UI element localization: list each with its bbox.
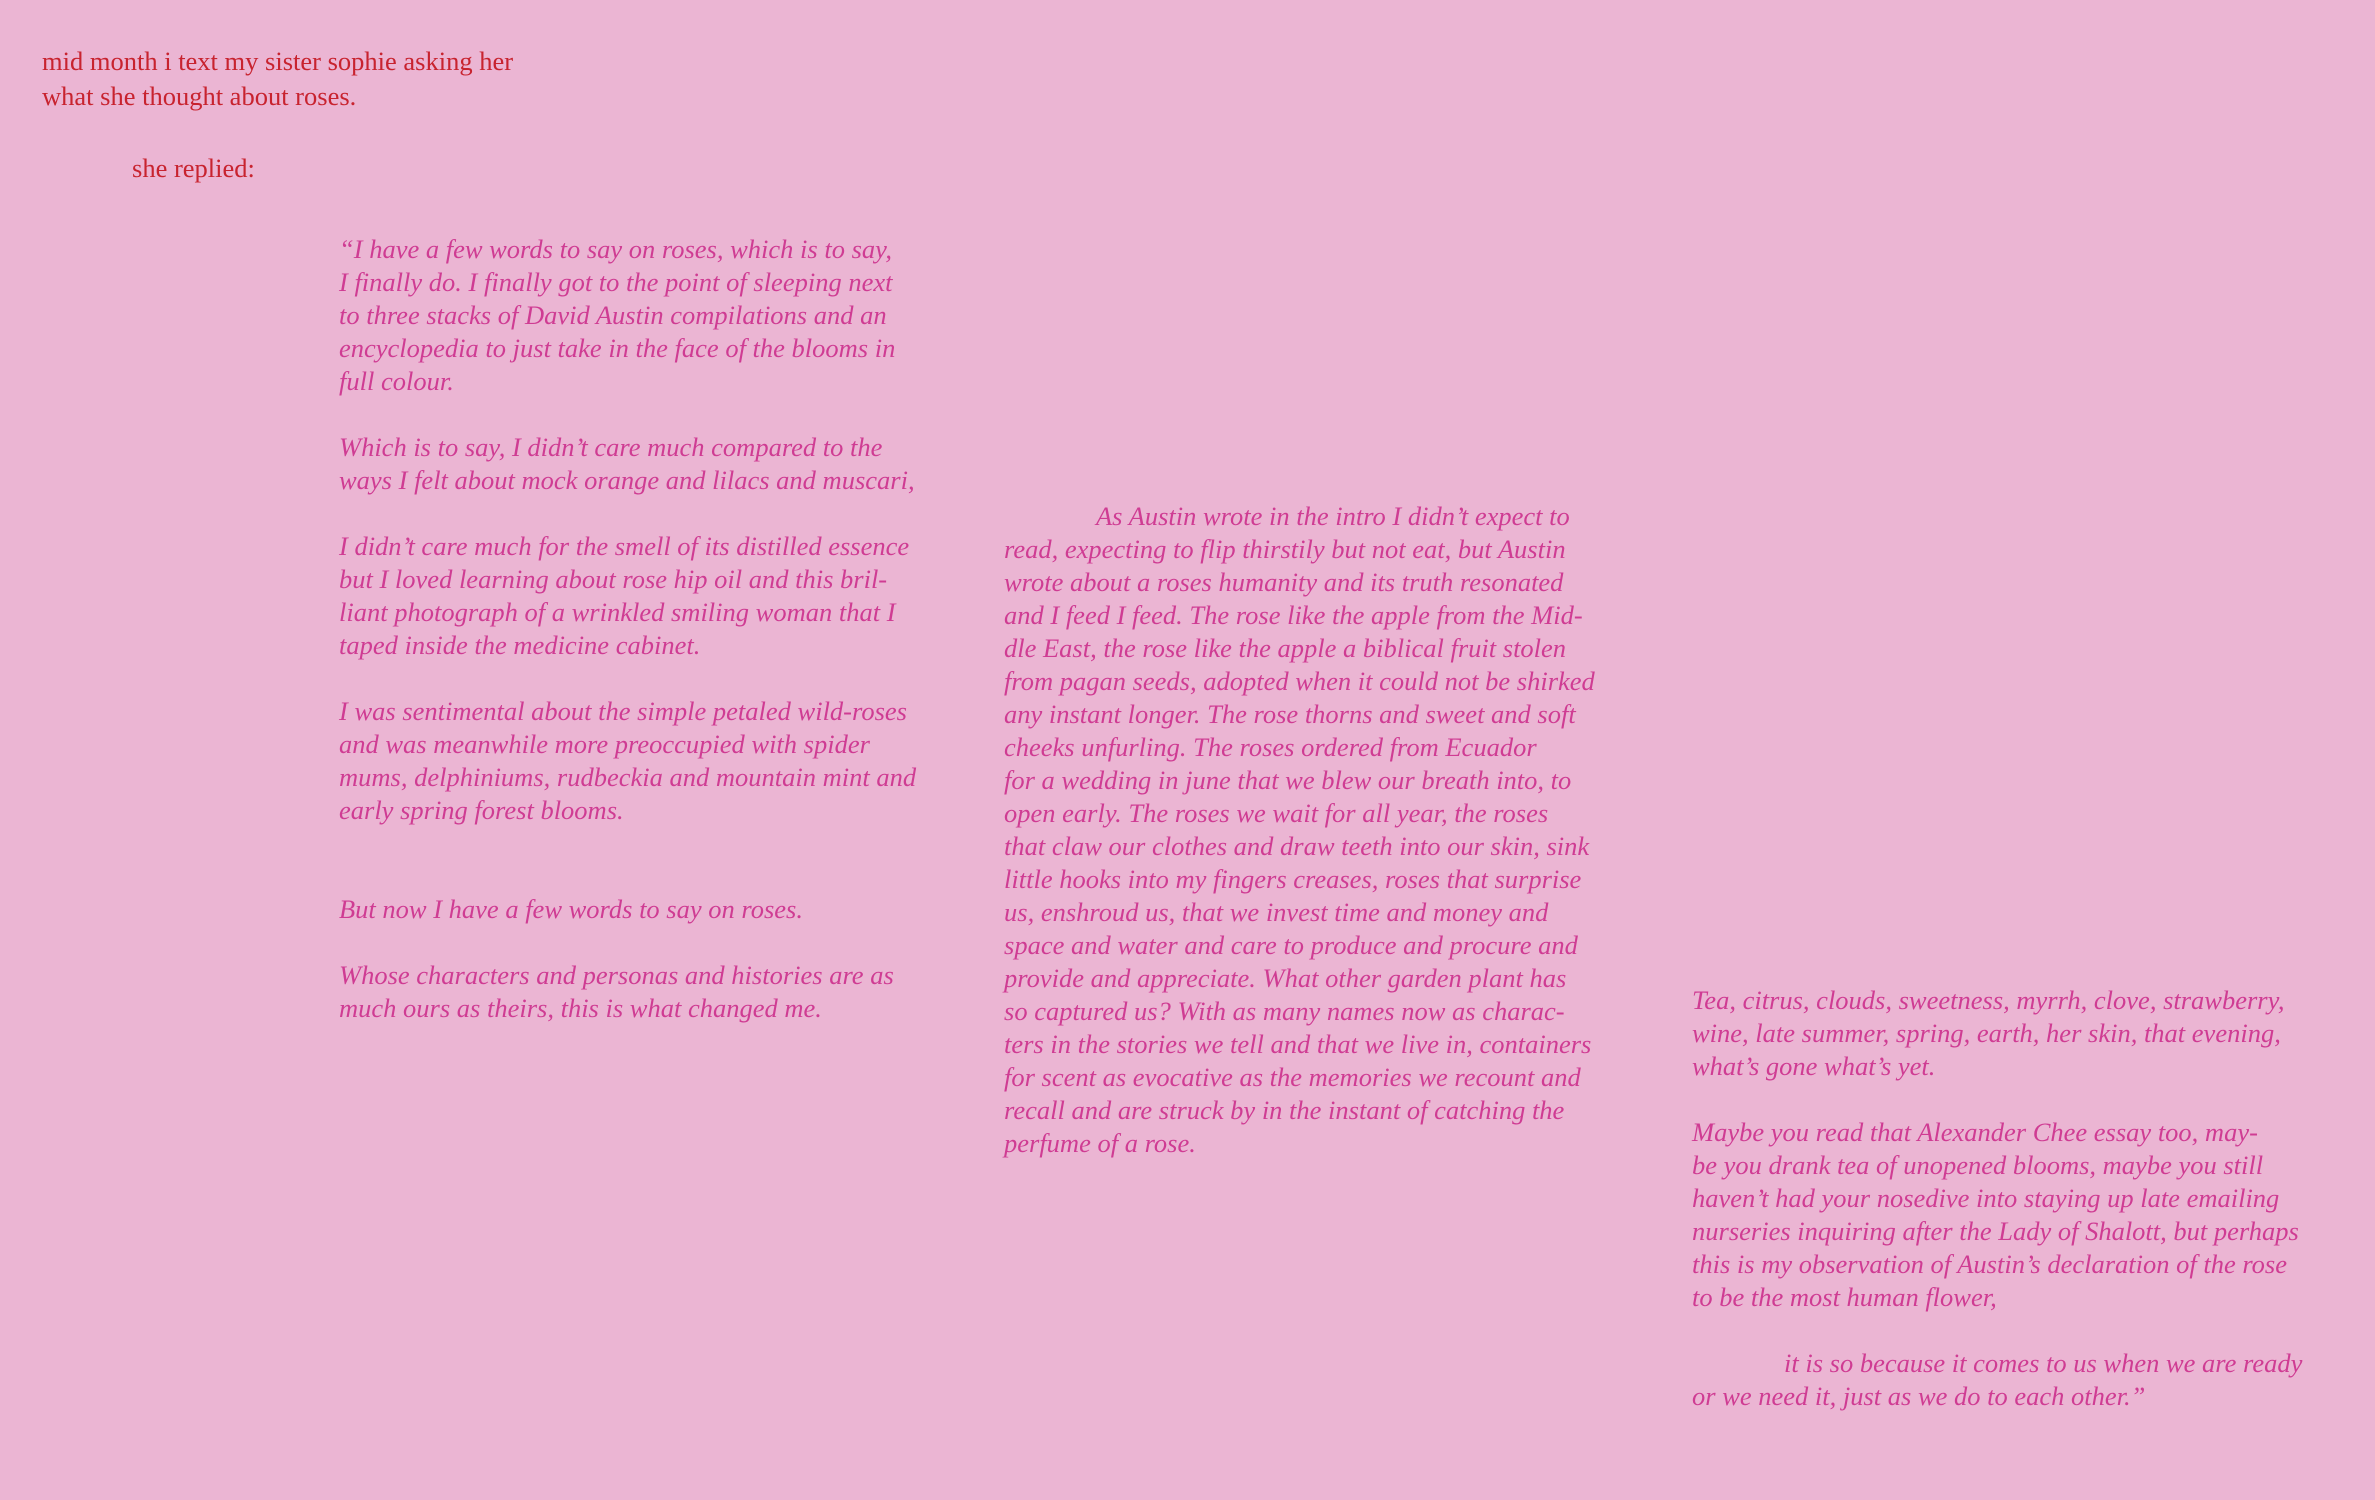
text-line: any instant longer. The rose thorns and sweet and soft [1004, 699, 1576, 729]
paragraph [1004, 500, 1644, 1160]
text-line: I didn’t care much for the smell of its distilled essence [339, 531, 910, 561]
text-line: for scent as evocative as the memories we recount and [1004, 1062, 1581, 1092]
text-line: perfume of a rose. [1004, 1128, 1196, 1158]
text-line: taped inside the medicine cabinet. [339, 630, 701, 660]
text-line: nurseries inquiring after the Lady of Shalott, but perhaps [1692, 1216, 2299, 1246]
text-line: this is my observation of Austin’s declaration of the rose [1692, 1249, 2288, 1279]
text-line: but I loved learning about rose hip oil and this bril- [339, 564, 888, 594]
text-line: open early. The roses we wait for all year, the roses [1004, 798, 1549, 828]
reply-column-2 [1004, 500, 1644, 1160]
intro-text [42, 44, 662, 114]
reply-column-3 [1692, 984, 2352, 1413]
text-line: But now I have a few words to say on roses. [339, 894, 803, 924]
text-line: wrote about a roses humanity and its truth resonated [1004, 567, 1564, 597]
text-line: to three stacks of David Austin compilations and an [339, 300, 887, 330]
text-line: much ours as theirs, this is what changed me. [339, 993, 822, 1023]
text-line: from pagan seeds, adopted when it could not be shirked [1004, 666, 1595, 696]
paragraph [339, 695, 959, 827]
text-line: Which is to say, I didn’t care much compared to the [339, 432, 883, 462]
text-line: I was sentimental about the simple petaled wild-roses [339, 696, 907, 726]
text-line: early spring forest blooms. [339, 795, 624, 825]
text-line: ters in the stories we tell and that we live in, containers [1004, 1029, 1592, 1059]
text-line: be you drank tea of unopened blooms, maybe you still [1692, 1150, 2264, 1180]
text-line: cheeks unfurling. The roses ordered from Ecuador [1004, 732, 1537, 762]
text-line: us, enshroud us, that we invest time and money and [1004, 897, 1549, 927]
text-line: that claw our clothes and draw teeth into our skin, sink [1004, 831, 1590, 861]
text-line: Whose characters and personas and histories are as [339, 960, 894, 990]
text-line: space and water and care to produce and procure and [1004, 930, 1578, 960]
text-line: what’s gone what’s yet. [1692, 1051, 1936, 1081]
text-line: dle East, the rose like the apple a biblical fruit stolen [1004, 633, 1567, 663]
text-line: so captured us? With as many names now as charac- [1004, 996, 1565, 1026]
text-line: I finally do. I finally got to the point of sleeping next [339, 267, 893, 297]
text-line: “I have a few words to say on roses, which is to say, [339, 234, 893, 264]
text-line: little hooks into my fingers creases, roses that surprise [1004, 864, 1582, 894]
text-line: and I feed I feed. The rose like the apple from the Mid- [1004, 600, 1583, 630]
she-replied-label: she replied: [132, 153, 255, 183]
text-line: Tea, citrus, clouds, sweetness, myrrh, clove, strawberry, [1692, 985, 2285, 1015]
text-line: Maybe you read that Alexander Chee essay too, may- [1692, 1117, 2258, 1147]
intro-line: mid month i text my sister sophie asking her [42, 46, 514, 76]
text-line: for a wedding in june that we blew our breath into, to [1004, 765, 1572, 795]
reply-column-1 [339, 233, 959, 1025]
paragraph [339, 893, 959, 926]
text-line: ways I felt about mock orange and lilacs and muscari, [339, 465, 915, 495]
paragraph [339, 431, 959, 497]
text-line: full colour. [339, 366, 454, 396]
text-line: and was meanwhile more preoccupied with spider [339, 729, 870, 759]
paragraph [1692, 1347, 2352, 1413]
paragraph [339, 233, 959, 398]
text-line: to be the most human flower, [1692, 1282, 1997, 1312]
text-line: liant photograph of a wrinkled smiling woman that I [339, 597, 896, 627]
text-line: haven’t had your nosedive into staying up late emailing [1692, 1183, 2280, 1213]
text-line: wine, late summer, spring, earth, her skin, that evening, [1692, 1018, 2281, 1048]
text-line: recall and are struck by in the instant of catching the [1004, 1095, 1565, 1125]
paragraph [339, 530, 959, 662]
text-line: or we need it, just as we do to each other.” [1692, 1381, 2146, 1411]
paragraph [1692, 984, 2352, 1083]
text-line: it is so because it comes to us when we are ready [1784, 1348, 2303, 1378]
text-line: As Austin wrote in the intro I didn’t expect to [1096, 501, 1570, 531]
text-line: encyclopedia to just take in the face of the blooms in [339, 333, 896, 363]
text-line: mums, delphiniums, rudbeckia and mountain mint and [339, 762, 917, 792]
paragraph [1692, 1116, 2352, 1314]
paragraph [339, 959, 959, 1025]
text-line: read, expecting to flip thirstily but not eat, but Austin [1004, 534, 1566, 564]
intro-line: what she thought about roses. [42, 81, 357, 111]
text-line: provide and appreciate. What other garden plant has [1004, 963, 1567, 993]
